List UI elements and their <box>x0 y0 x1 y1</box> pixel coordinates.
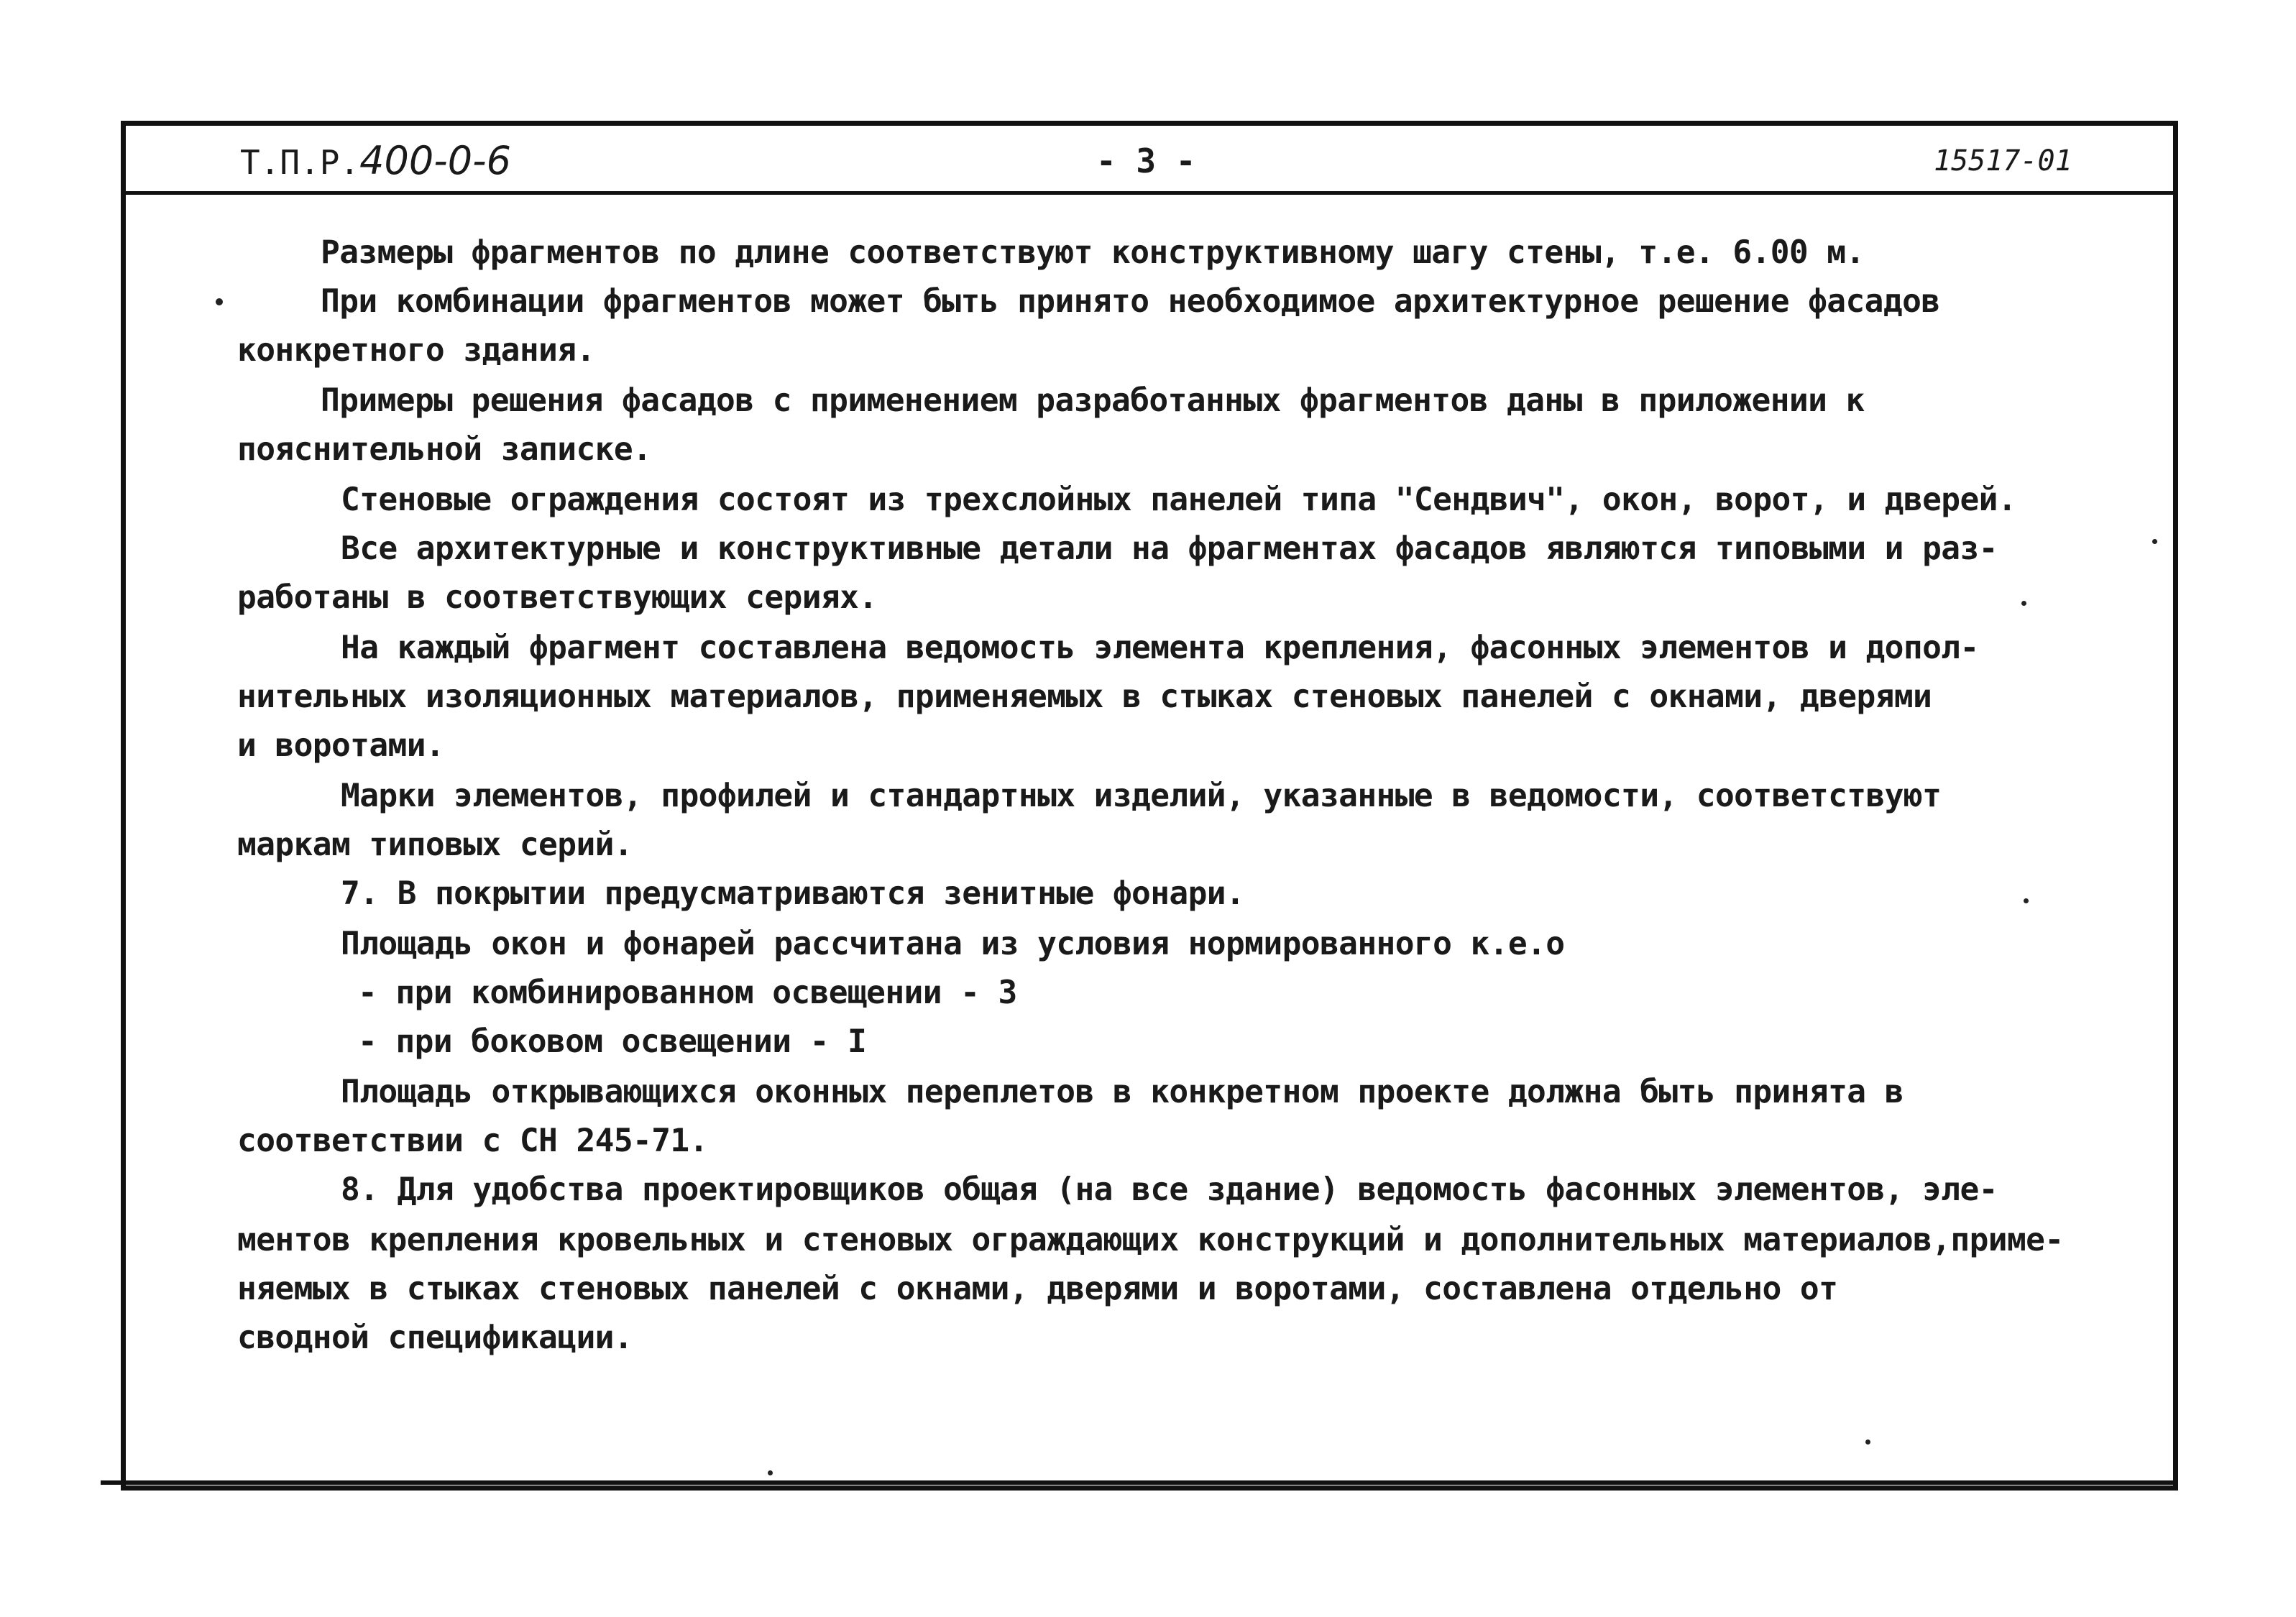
document-code-handwritten: 400-0-6 <box>359 138 511 183</box>
text-line: нительных изоляционных материалов, применяемых в стыках стеновых панелей с окнами, дверями <box>237 678 1932 715</box>
text-line: Стеновые ограждения состоят из трехслойных панелей типа "Сендвич", окон, ворот, и дверей. <box>341 482 2017 518</box>
scan-speck <box>1865 1439 1870 1445</box>
text-line: няемых в стыках стеновых панелей с окнами, дверями и воротами, составлена отдельно от <box>237 1271 1838 1307</box>
text-line: На каждый фрагмент составлена ведомость элемента крепления, фасонных элементов и допол- <box>341 630 1979 666</box>
document-code <box>240 138 511 183</box>
text-line: ментов крепления кровельных и стеновых ограждающих конструкций и дополнительных материалов,приме- <box>237 1222 2064 1258</box>
text-line: 7. В покрытии предусматриваются зенитные фонари. <box>341 875 1245 912</box>
text-line: При комбинации фрагментов может быть принято необходимое архитектурное решение фасадов <box>321 283 1940 320</box>
text-line: Размеры фрагментов по длине соответствуют конструктивному шагу стены, т.е. 6.00 м. <box>321 234 1865 271</box>
scan-speck <box>2021 601 2026 606</box>
text-line: конкретного здания. <box>237 332 595 369</box>
text-line: работаны в соответствующих сериях. <box>237 579 878 616</box>
text-line: Площадь открывающихся оконных переплетов в конкретном проекте должна быть принята в <box>341 1074 1904 1110</box>
text-line: соответствии с СН 245-71. <box>237 1123 708 1159</box>
text-line: и воротами. <box>237 727 445 764</box>
text-line: Примеры решения фасадов с применением разработанных фрагментов даны в приложении к <box>321 382 1865 419</box>
text-line: Все архитектурные и конструктивные детали на фрагментах фасадов являются типовыми и раз- <box>341 530 1998 567</box>
text-line: Марки элементов, профилей и стандартных изделий, указанные в ведомости, соответствуют <box>341 778 1942 814</box>
document-code-prefix: Т.П.Р. <box>240 143 360 182</box>
frame-bottom-line <box>101 1480 2178 1485</box>
header-divider <box>121 191 2178 195</box>
archive-number: 15517-01 <box>1934 144 2072 178</box>
scan-speck <box>768 1470 773 1475</box>
text-line: 8. Для удобства проектировщиков общая (на все здание) ведомость фасонных элементов, эле- <box>341 1171 1998 1208</box>
text-line: пояснительной записке. <box>237 431 652 468</box>
scan-speck <box>2152 539 2157 544</box>
page-number: - 3 - <box>1096 142 1196 180</box>
text-line: маркам типовых серий. <box>237 826 633 863</box>
text-line: - при боковом освещении - I <box>358 1023 867 1060</box>
text-line: - при комбинированном освещении - 3 <box>358 975 1017 1011</box>
text-line: сводной спецификации. <box>237 1319 633 1356</box>
scan-speck <box>216 298 223 305</box>
scan-speck <box>2024 898 2029 903</box>
text-line: Площадь окон и фонарей рассчитана из условия нормированного к.е.о <box>341 926 1565 962</box>
